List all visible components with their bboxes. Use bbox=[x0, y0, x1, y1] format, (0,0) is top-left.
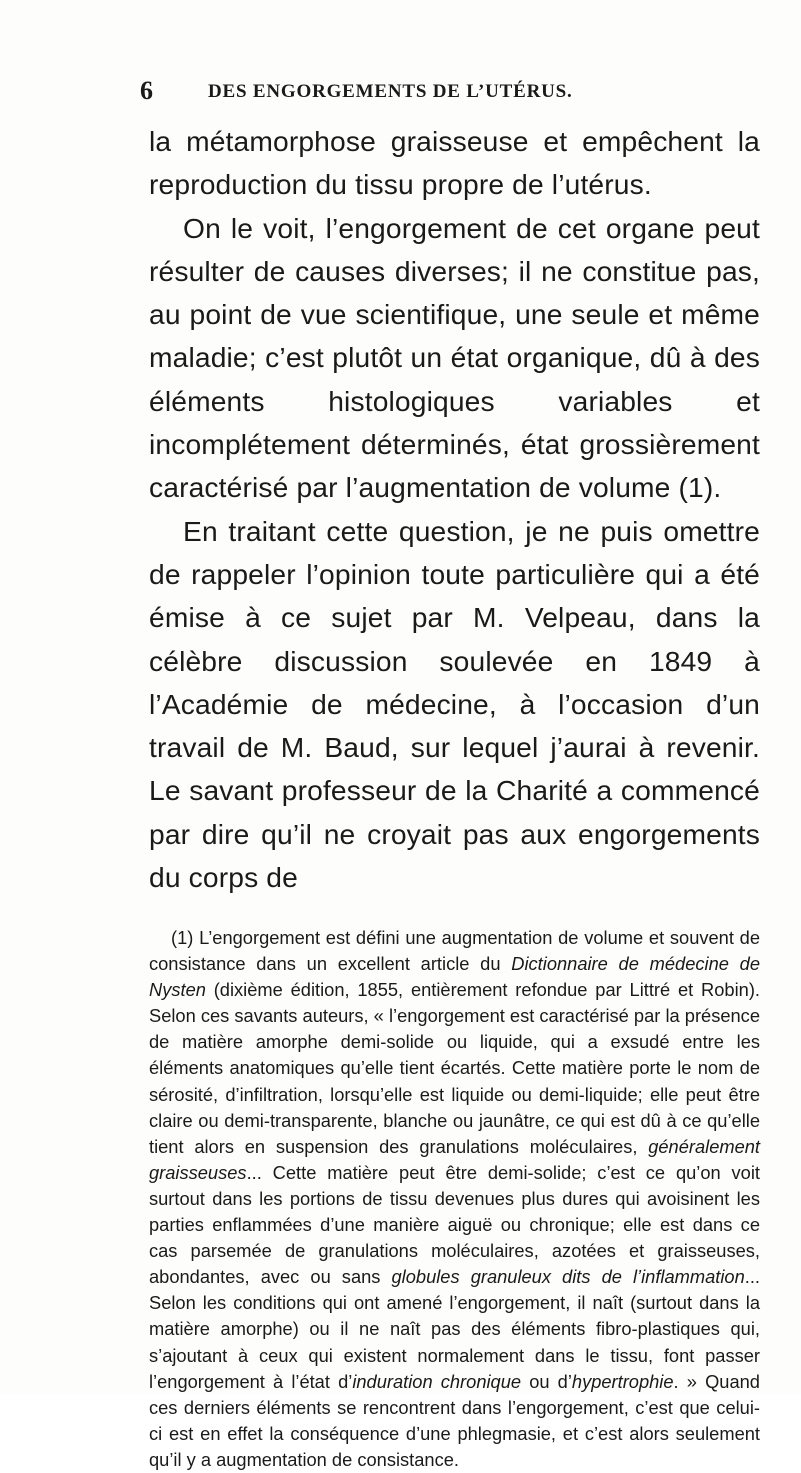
running-title: DES ENGORGEMENTS DE L’UTÉRUS. bbox=[208, 81, 573, 102]
paragraph: On le voit, l’engorgement de cet organe peut résulter de causes diverses; il ne constitue pas, au point de vue scientifique, une seule et même maladie; c’est plutôt un état organique, dû à des éléments histologiques variables et incomplétement déterminés, état grossièrement caractérisé par l’augmentation de volume (1). bbox=[149, 211, 760, 504]
footnote-italic-phrase: globules granuleux dits de l’inflammation bbox=[391, 1266, 745, 1288]
footnote-part: ou d’ bbox=[521, 1370, 572, 1392]
paragraph-continuation: la métamorphose graisseuse et empêchent la reproduction du tissu propre de l’utérus. bbox=[149, 125, 760, 201]
footnote-part: (dixième édition, 1855, entièrement refondue par Littré et Robin). Selon ces savants auteurs, « l’engorgement est caractérisé par la présence de matière amorphe demi-solide ou liquide, qui a exsudé entre les éléments anatomiques qu’elle tient écartés. Cette matière porte le nom de sérosité, d’infiltration, lorsqu’elle est liquide ou demi-liquide; elle peut être claire ou demi-transparente, blanche ou jaunâtre, ce qui est dû à ce qu’elle tient alors en suspension des granulations moléculaires, bbox=[149, 979, 760, 1157]
footnote-italic-phrase: généralement graisseuses bbox=[149, 1135, 760, 1183]
footnote-part: (1) L’engorgement est défini une augmentation de volume et souvent de consistance dans un excellent article du bbox=[149, 927, 760, 975]
footnote-italic-phrase: hypertrophie bbox=[571, 1370, 674, 1392]
footnote-italic-phrase: induration chronique bbox=[352, 1370, 522, 1392]
footnote-italic-title: Dictionnaire de médecine de Nysten bbox=[149, 953, 760, 1001]
page-header bbox=[140, 76, 760, 110]
page-number: 6 bbox=[140, 76, 154, 105]
footnote-part: . » Quand ces derniers éléments se rencontrent dans l’engorgement, c’est que celui-ci est en effet la conséquence d’une phlegmasie, et c’est alors seulement qu’il y a augmentation de consistance. bbox=[149, 1370, 760, 1470]
footnote-text bbox=[149, 925, 760, 1473]
footnote-part: ... Cette matière peut être demi-solide; c’est ce qu’on voit surtout dans les portions de tissu devenues plus dures qui avoisinent les parties enflammées d’une manière aiguë ou chronique; elle est dans ce cas parsemée de granulations moléculaires, azotées et graisseuses, abondantes, avec ou sans bbox=[149, 1161, 760, 1288]
paragraph: En traitant cette question, je ne puis omettre de rappeler l’opinion toute particulière qui a été émise à ce sujet par M. Velpeau, dans la célèbre discussion soulevée en 1849 à l’Académie de médecine, à l’occasion d’un travail de M. Baud, sur lequel j’aurai à revenir. Le savant professeur de la Charité a commencé par dire qu’il ne croyait pas aux engorgements du corps de bbox=[149, 514, 760, 894]
footnote bbox=[149, 925, 760, 1473]
main-text bbox=[149, 120, 760, 899]
footnote-part: ... Selon les conditions qui ont amené l’engorgement, il naît (surtout dans la matière amorphe) ou il ne naît pas des éléments fibro-plastiques qui, s’ajoutant à ceux qui existent normalement dans le tissu, font passer l’engorgement à l’état d’ bbox=[149, 1266, 760, 1392]
